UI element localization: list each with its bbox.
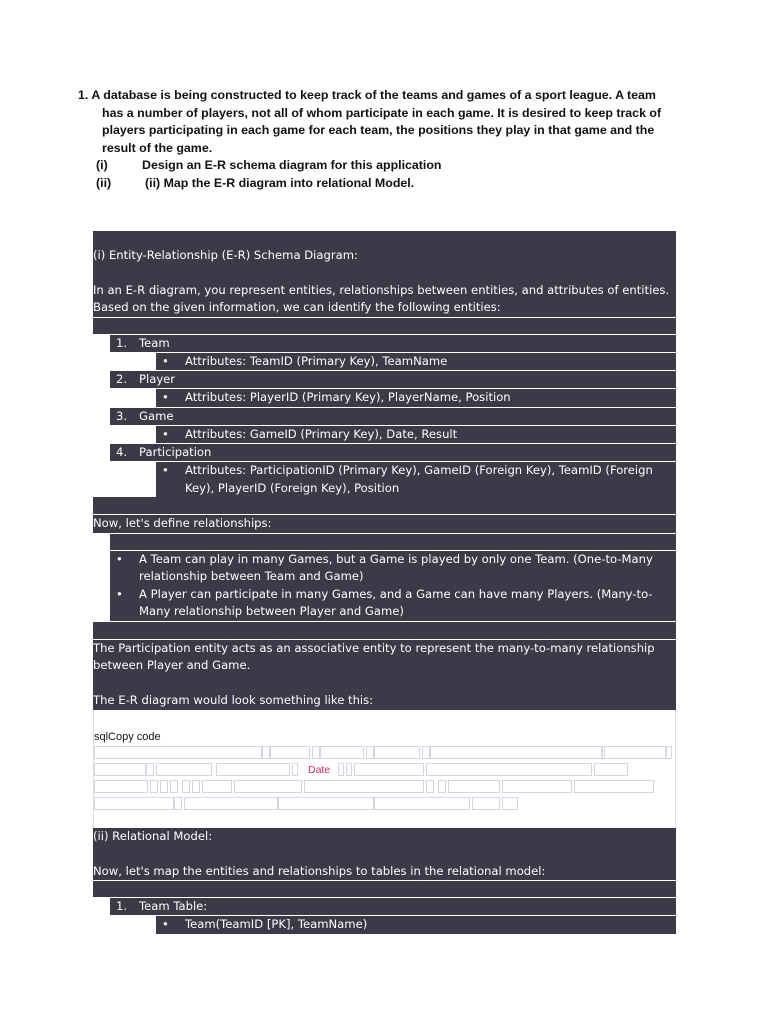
participation-note: The Participation entity acts as an associative entity to represent the many-to-many relationship between Player and Game. [93,640,655,672]
entity-attributes: • Attributes: TeamID (Primary Key), TeamName [156,352,676,371]
entity-item: 3. Game [110,407,676,425]
code-token: Date [308,763,331,776]
question-block [78,87,678,193]
answer-block [93,231,676,934]
sub-number: (ii) [96,176,112,190]
entity-item: 1. Team [110,334,676,352]
table-schema: • Team(TeamID [PK], TeamName) [156,915,676,934]
relationship-list [110,550,676,621]
intro-paragraph: In an E-R diagram, you represent entities, relationships between entities, and attributes of entities. Based on the given information, we can identify the following entities: [93,282,670,314]
question-sub-i [78,157,678,175]
sub-number: (i) [96,158,108,172]
code-block [93,710,676,828]
list-item: • A Player can participate in many Games, and a Game can have many Players. (Many-to-Many relationship between Player and Game) [116,586,653,618]
entity-item: 2. Player [110,370,676,388]
entity-name: Player [139,372,176,386]
table-item: 1. Team Table: [110,897,676,915]
entity-name: Team [139,335,170,350]
entity-item: 4. Participation [110,443,676,461]
entity-attributes: • Attributes: GameID (Primary Key), Date, Result [156,425,676,444]
question-sub-ii [78,175,678,193]
list-item: • A Team can play in many Games, but a Game is played by only one Team. (One-to-Many relationship between Team and Game) [116,551,653,583]
map-intro: Now, let's map the entities and relationships to tables in the relational model: [93,863,546,878]
table-name: Team Table: [139,899,208,913]
sub-text: Design an E-R schema diagram for this application [142,158,442,172]
sub-text: (ii) Map the E-R diagram into relational Model. [145,176,415,190]
section-heading: (i) Entity-Relationship (E-R) Schema Diagram: [93,247,358,262]
relationships-intro: Now, let's define relationships: [93,516,272,530]
code-header: sqlCopy code [94,730,161,743]
entity-attributes: • Attributes: PlayerID (Primary Key), PlayerName, Position [156,388,676,407]
entity-attributes: • Attributes: ParticipationID (Primary Key), GameID (Foreign Key), TeamID (Foreign Key), PlayerID (Foreign Key), Position [156,461,676,497]
entity-name: Game [139,408,174,423]
er-look-text: The E-R diagram would look something like this: [93,693,374,707]
entity-name: Participation [139,445,212,459]
question-text: 1. A database is being constructed to keep track of the teams and games of a sport league. A team has a number of players, not all of whom participate in each game. It is desired to keep track of players participating in each game for each team, the positions they play in that game and the result of the game. [78,88,662,155]
section-heading: (ii) Relational Model: [93,828,213,843]
